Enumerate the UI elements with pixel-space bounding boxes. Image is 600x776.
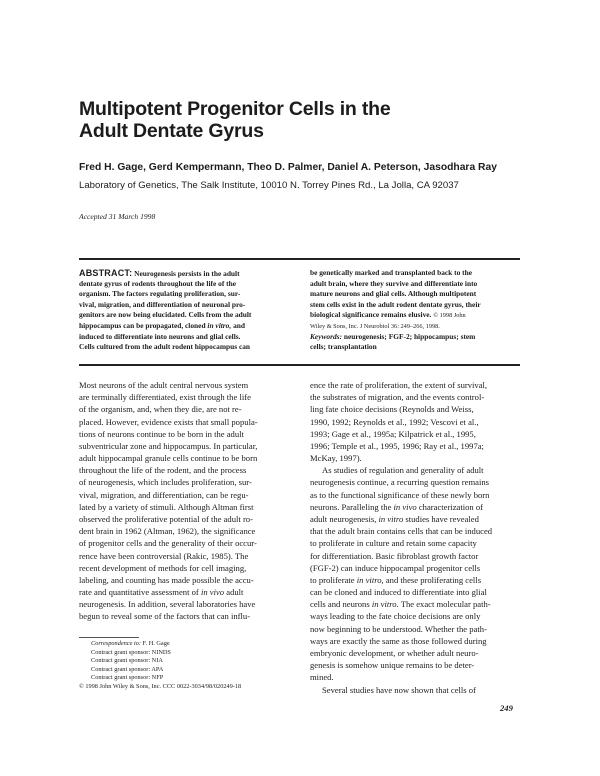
page-number: 249: [500, 703, 513, 713]
abstract-bottom-rule: [79, 364, 520, 366]
article-title: [79, 98, 519, 142]
footnote-line: Contract grant sponsor: NIA: [91, 657, 163, 664]
body-text-line: ling fate choice decisions (Reynolds and Weiss,: [310, 404, 474, 415]
body-text-line: placed. However, evidence exists that small popula-: [79, 416, 258, 427]
copyright-line: © 1998 John Wiley & Sons, Inc. CCC 0022-3034/98/020249-18: [79, 682, 242, 690]
body-text-line: neurogenesis. In addition, several laboratories have: [79, 599, 256, 610]
footnote-rule: [79, 637, 139, 638]
abstract-left-line: ABSTRACT: Neurogenesis persists in the adult: [79, 268, 240, 278]
abstract-right-line: Keywords: neurogenesis; FGF-2; hippocampus; stem: [310, 331, 476, 341]
body-text-line: of neurogenesis, which includes proliferation, sur-: [79, 477, 252, 488]
body-text-line: vival, migration, and differentiation, can be regu-: [79, 489, 249, 500]
abstract-right-line: mature neurons and glial cells. Although multipotent: [310, 289, 477, 299]
body-text-line: to proliferate in culture and retain some capacity: [310, 538, 477, 549]
body-text-line: 1996; Temple et al., 1995, 1996; Ray et al., 1997a;: [310, 440, 484, 451]
body-text-line: (FGF-2) can induce hippocampal progenitor cells: [310, 562, 481, 573]
abstract-right-line: adult brain, where they survive and differentiate into: [310, 278, 478, 288]
body-text-line: can be cloned and induced to differentiate into glial: [310, 587, 487, 598]
abstract-left-line: vival, migration, and differentiation of neuronal pro-: [79, 299, 246, 309]
affiliation: Laboratory of Genetics, The Salk Institute, 10010 N. Torrey Pines Rd., La Jolla, CA 92037: [79, 180, 459, 191]
abstract-copyright: © 1998 John: [433, 312, 466, 320]
body-text-line: McKay, 1997).: [310, 453, 362, 464]
body-text-line: rate and quantitative assessment of in vivo adult: [79, 587, 244, 598]
abstract-left-line: Cells cultured from the adult rodent hippocampus can: [79, 342, 251, 352]
footnote-line: Contract grant sponsor: APA: [91, 665, 164, 673]
body-text-line: 1990, 1992; Reynolds et al., 1992; Vescovi et al.,: [310, 416, 479, 427]
abstract-left-line: induced to differentiate into neurons and glial cells.: [79, 331, 241, 341]
body-text-line: 1993; Gage et al., 1995a; Kilpatrick et al., 1995,: [310, 428, 476, 439]
keywords-label: Keywords:: [310, 331, 343, 341]
abstract-top-rule: [79, 258, 520, 260]
body-text-line: adult neurogenesis, in vitro studies have revealed: [310, 513, 479, 524]
body-text-line: begun to reveal some of the factors that can influ-: [79, 611, 251, 622]
abstract-label: ABSTRACT:: [79, 268, 133, 278]
body-text-line: rence have been controversial (Rakic, 1985). The: [79, 550, 249, 561]
footnote-line: Correspondence to: F. H. Gage: [91, 640, 170, 647]
abstract-right-line: be genetically marked and transplanted back to the: [310, 268, 472, 277]
abstract-right-line: Wiley & Sons, Inc. J Neurobiol 36: 249–266, 1998.: [310, 323, 440, 330]
title-line-1: Multipotent Progenitor Cells in the: [79, 98, 391, 120]
body-text-line: As studies of regulation and generality of adult: [322, 465, 484, 476]
body-text-line: embryonic development, or whether adult neuro-: [310, 647, 479, 658]
abstract-right-line: biological significance remains elusive. © 1998 John: [310, 310, 466, 320]
author-list: Fred H. Gage, Gerd Kempermann, Theo D. Palmer, Daniel A. Peterson, Jasodhara Ray: [79, 162, 497, 173]
body-text-line: tions of neurons continue to be born in the adult: [79, 428, 244, 439]
body-text-line: genesis is somehow unique remains to be deter-: [310, 660, 475, 671]
accepted-date: Accepted 31 March 1998: [79, 212, 156, 221]
abstract-right-line: cells; transplantation: [310, 342, 377, 352]
abstract-left-line: genitors are now being elucidated. Cells from the adult: [79, 310, 252, 320]
body-text-line: Several studies have now shown that cells of: [322, 684, 476, 695]
footnote-line: Contract grant sponsor: NFP: [91, 674, 164, 681]
body-text-line: cells and neurons in vitro. The exact molecular path-: [310, 599, 491, 610]
body-text-line: mined.: [310, 672, 334, 683]
body-text-line: labeling, and counting has made possible the accu-: [79, 574, 254, 585]
title-line-2: Adult Dentate Gyrus: [79, 120, 264, 142]
body-text-line: neurogenesis continue, a recurring question remains: [310, 477, 489, 488]
body-text-line: ways leading to the fate choice decisions are only: [310, 611, 481, 622]
body-text-line: that the adult brain contains cells that can be induced: [310, 526, 493, 537]
body-text-line: observed the proliferative potential of the adult ro-: [79, 513, 253, 524]
body-text-line: throughout the life of the rodent, and the process: [79, 465, 247, 476]
body-text-line: neurons. Paralleling the in vivo characterization of: [310, 501, 484, 512]
body-text-line: recent development of methods for cell imaging,: [79, 562, 247, 573]
body-text-line: ways are exactly the same as those followed during: [310, 635, 487, 646]
body-text-line: the substrates of migration, and the events control-: [310, 392, 485, 403]
abstract-left-line: dentate gyrus of rodents throughout the life of the: [79, 278, 236, 288]
body-text-line: to proliferate in vitro, and these proliferating cells: [310, 574, 482, 585]
body-text-line: are terminally differentiated, exist through the life: [79, 392, 251, 403]
body-text-line: lated by a variety of stimuli. Although Altman first: [79, 501, 254, 512]
body-text-line: adult hippocampal granule cells continue to be born: [79, 453, 258, 464]
footnote-line: Contract grant sponsor: NINDS: [91, 648, 171, 656]
body-text-line: subventricular zone and hippocampus. In particular,: [79, 440, 258, 451]
body-text-line: of the organism, and, when they die, are not re-: [79, 404, 242, 415]
body-text-line: of progenitor cells and the generality of their occur-: [79, 538, 257, 549]
abstract-left-line: organism. The factors regulating proliferation, sur-: [79, 289, 241, 299]
body-text-line: ence the rate of proliferation, the extent of survival,: [310, 380, 488, 390]
body-text-line: dent brain in 1962 (Altman, 1962), the significance: [79, 526, 256, 537]
abstract-left-line: hippocampus can be propagated, cloned in vitro, and: [79, 321, 245, 330]
abstract-right-line: stem cells exist in the adult rodent dentate gyrus, their: [310, 299, 481, 309]
body-text-line: now beginning to be understood. Whether the path-: [310, 623, 487, 634]
body-text-line: as to the functional significance of these newly born: [310, 489, 490, 500]
body-text-line: for differentiation. Basic fibroblast growth factor: [310, 550, 479, 561]
body-text-line: Most neurons of the adult central nervous system: [79, 380, 249, 390]
